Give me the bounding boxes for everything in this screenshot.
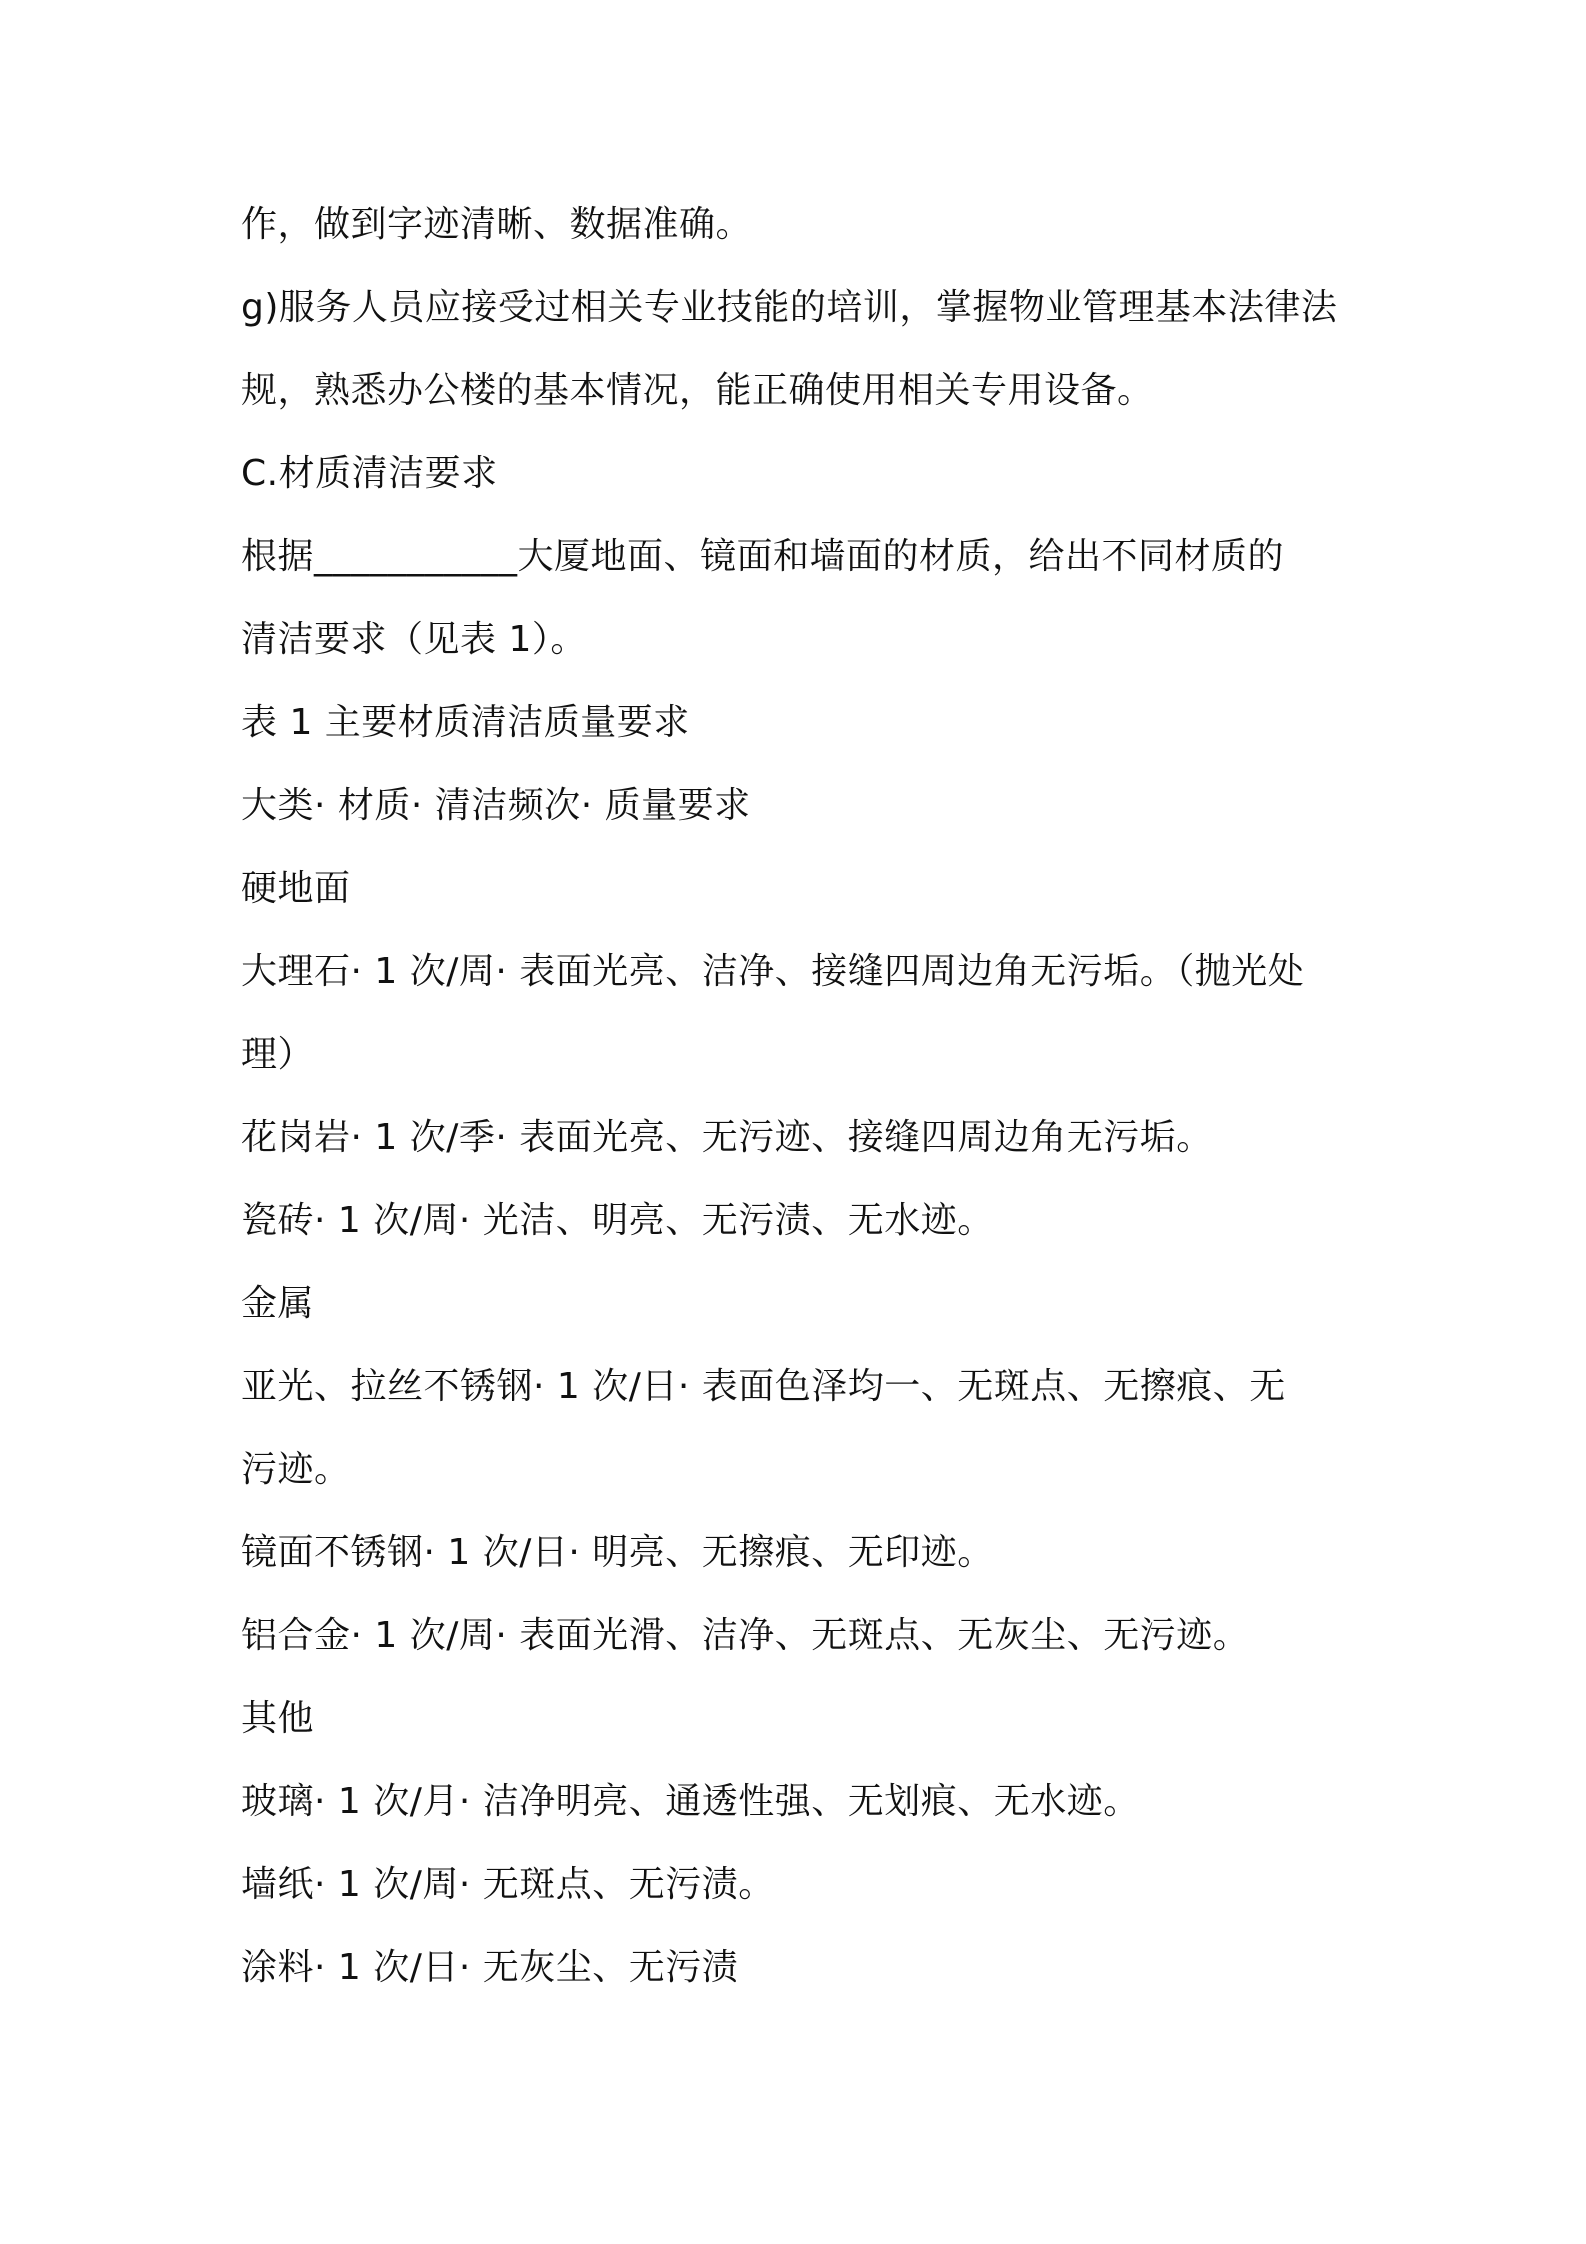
table-row: 墙纸· 1 次/周· 无斑点、无污渍。 xyxy=(241,1864,775,1905)
paragraph-line: g)服务人员应接受过相关专业技能的培训，掌握物业管理基本法律法 xyxy=(241,287,1338,328)
table-row: 瓷砖· 1 次/周· 光洁、明亮、无污渍、无水迹。 xyxy=(241,1200,994,1241)
table-row: 亚光、拉丝不锈钢· 1 次/日· 表面色泽均一、无斑点、无擦痕、无 xyxy=(241,1366,1286,1407)
table-row: 铝合金· 1 次/周· 表面光滑、洁净、无斑点、无灰尘、无污迹。 xyxy=(241,1615,1250,1656)
table-row: 大理石· 1 次/周· 表面光亮、洁净、接缝四周边角无污垢。（抛光处 xyxy=(241,951,1305,992)
table-caption: 表 1 主要材质清洁质量要求 xyxy=(241,702,690,743)
table-row: 涂料· 1 次/日· 无灰尘、无污渍 xyxy=(241,1947,739,1988)
table-row-continuation: 污迹。 xyxy=(241,1449,351,1490)
paragraph-line: 根据___________大厦地面、镜面和墙面的材质，给出不同材质的 xyxy=(241,536,1285,577)
table-row: 玻璃· 1 次/月· 洁净明亮、通透性强、无划痕、无水迹。 xyxy=(241,1781,1140,1822)
document-body xyxy=(241,196,1371,2022)
table-row: 花岗岩· 1 次/季· 表面光亮、无污迹、接缝四周边角无污垢。 xyxy=(241,1117,1213,1158)
category-heading: 金属 xyxy=(241,1283,315,1324)
table-header-row: 大类· 材质· 清洁频次· 质量要求 xyxy=(241,785,751,826)
paragraph-line: 作，做到字迹清晰、数据准确。 xyxy=(241,204,753,245)
table-row: 镜面不锈钢· 1 次/日· 明亮、无擦痕、无印迹。 xyxy=(241,1532,994,1573)
category-heading: 硬地面 xyxy=(241,868,351,909)
category-heading: 其他 xyxy=(241,1698,315,1739)
table-row-continuation: 理） xyxy=(241,1034,315,1075)
paragraph-line: 规，熟悉办公楼的基本情况，能正确使用相关专用设备。 xyxy=(241,370,1154,411)
section-heading: C.材质清洁要求 xyxy=(241,453,498,494)
paragraph-line: 清洁要求（见表 1）。 xyxy=(241,619,587,660)
